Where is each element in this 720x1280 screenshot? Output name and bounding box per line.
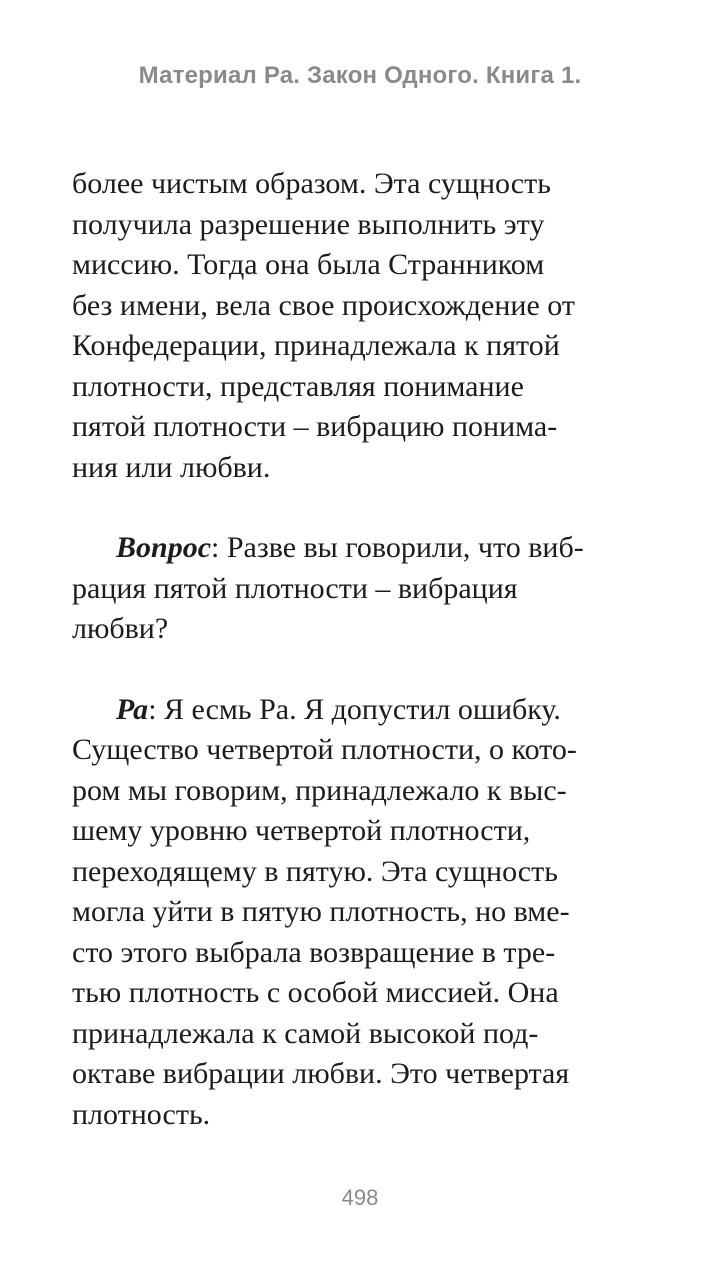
text-line: сто этого выбрала возвращение в тре- <box>72 935 556 969</box>
text-line: рация пятой плотности – вибрация <box>72 571 518 605</box>
text-fragment: : Я есмь Ра. Я допустил ошибку. <box>148 692 561 726</box>
text-line: переходящему в пятую. Эта сущность <box>72 854 558 888</box>
text-line: ром мы говорим, принадлежало к выс- <box>72 773 567 807</box>
text-line: Существо четвертой плотности, о кото- <box>72 733 577 766</box>
text-line: плотности, представляя понимание <box>72 369 524 403</box>
page-content <box>72 164 652 1175</box>
text-line: любви? <box>72 612 169 645</box>
text-line: ния или любви. <box>72 450 271 484</box>
text-line: плотность. <box>72 1097 211 1131</box>
text-line: без имени, вела свое происхождение от <box>72 288 575 322</box>
paragraph-question <box>72 528 652 650</box>
text-line: октаве вибрации любви. Это четвертая <box>72 1057 570 1090</box>
text-line: более чистым образом. Эта сущность <box>72 167 551 200</box>
text-line: пятой плотности – вибрацию понима- <box>72 410 558 443</box>
paragraph-continuation <box>72 164 652 488</box>
text-line: миссию. Тогда она была Странником <box>72 248 545 281</box>
text-line: получила разрешение выполнить эту <box>72 207 545 241</box>
text-line <box>72 690 652 731</box>
text-line: тью плотность с особой миссией. Она <box>72 976 559 1009</box>
speaker-label: Вопрос <box>116 531 212 564</box>
paragraph-answer <box>72 690 652 1136</box>
text-line: могла уйти в пятую плотность, но вме- <box>72 895 570 928</box>
text-line: принадлежала к самой высокой под- <box>72 1016 539 1050</box>
speaker-label: Ра <box>116 692 149 726</box>
text-line <box>72 528 652 569</box>
book-title-header: Материал Ра. Закон Одного. Книга 1. <box>138 62 582 89</box>
text-line: шему уровню четвертой плотности, <box>72 814 531 847</box>
text-fragment: : Разве вы говорили, что виб- <box>211 531 584 564</box>
page-number: 498 <box>341 1185 379 1210</box>
text-line: Конфедерации, принадлежала к пятой <box>72 329 560 362</box>
